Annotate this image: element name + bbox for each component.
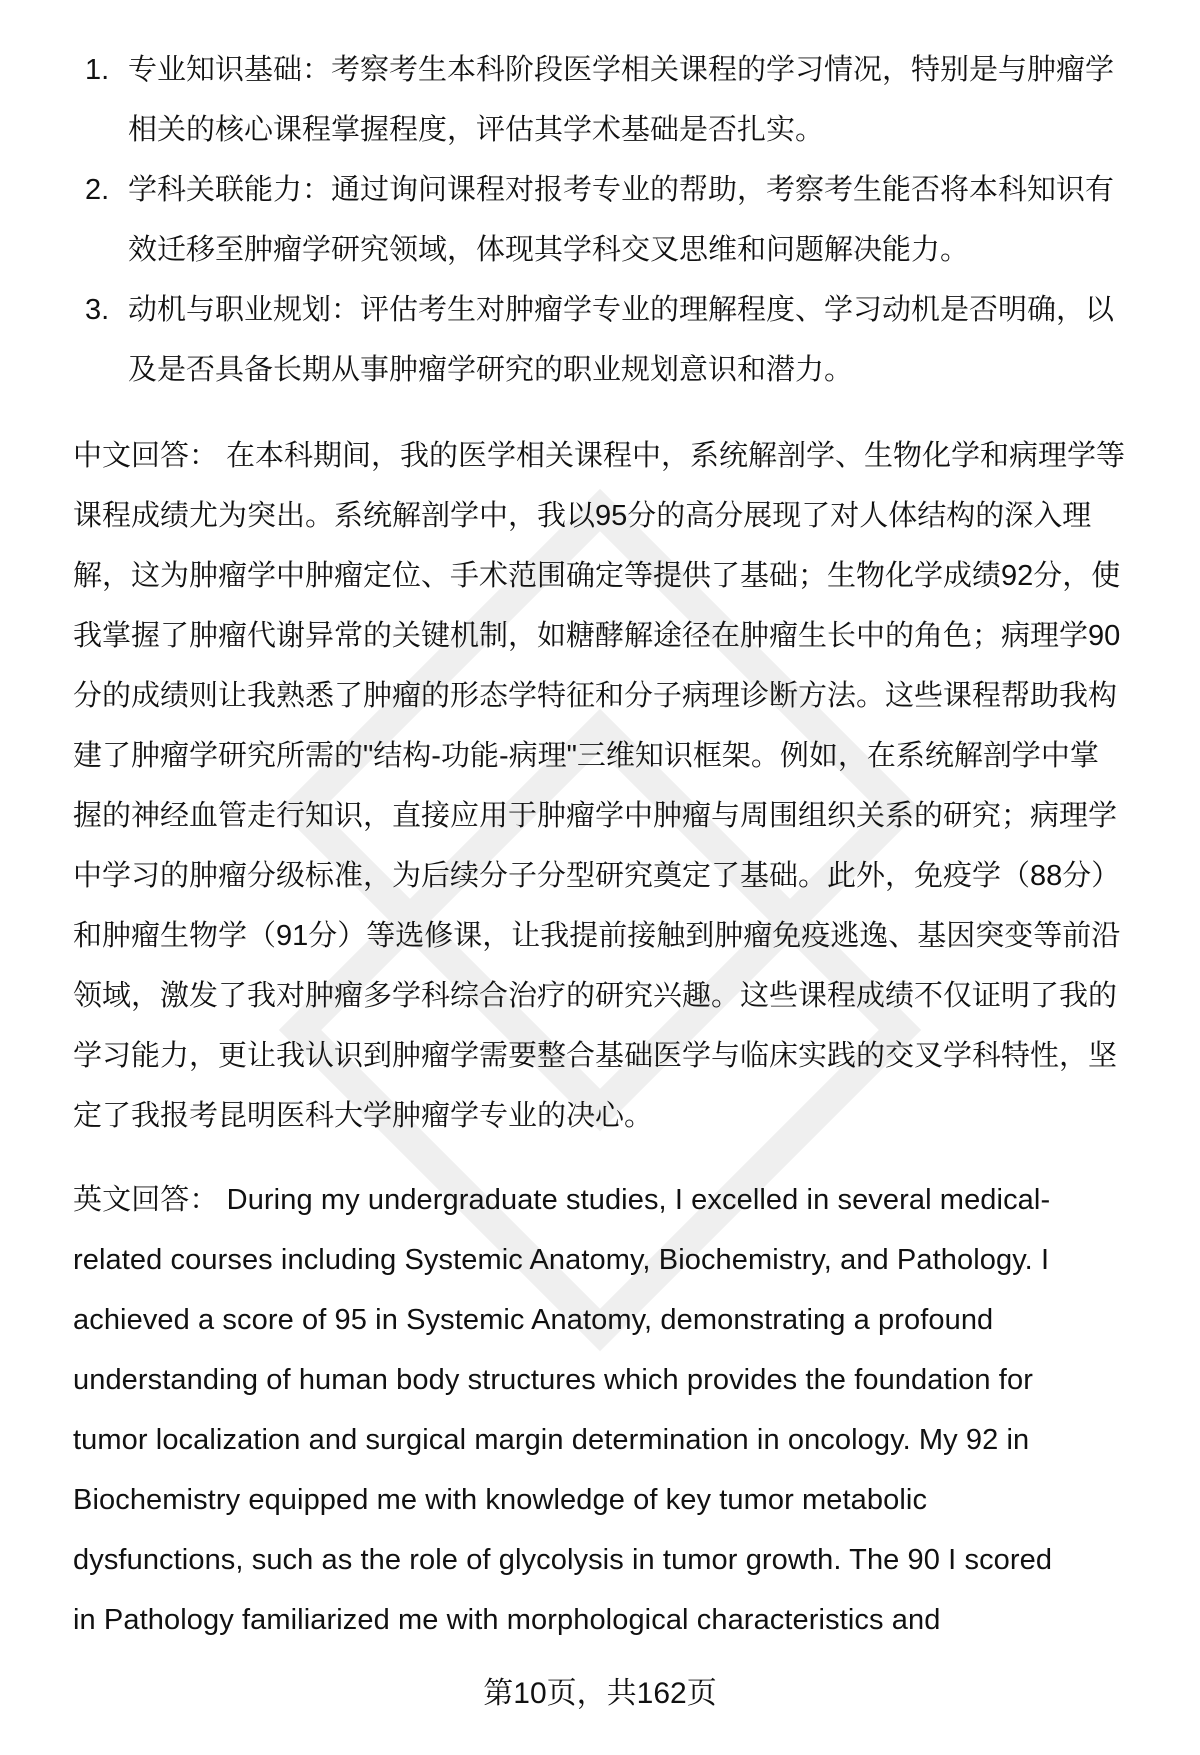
text-line: dysfunctions, such as the role of glycolysis in tumor growth. The 90 I scored <box>73 1544 1053 1576</box>
text-line: 学科关联能力：通过询问课程对报考专业的帮助，考察考生能否将本科知识有 <box>128 174 1115 206</box>
list-number: 3. <box>85 294 110 326</box>
english-answer <box>73 1170 1163 1650</box>
text-line: 建了肿瘤学研究所需的"结构-功能-病理"三维知识框架。例如，在系统解剖学中掌 <box>73 740 1099 772</box>
list-number: 2. <box>85 174 110 206</box>
text-line: 中文回答： 在本科期间，我的医学相关课程中，系统解剖学、生物化学和病理学等 <box>73 440 1126 472</box>
text-line: 解，这为肿瘤学中肿瘤定位、手术范围确定等提供了基础；生物化学成绩92分，使 <box>73 560 1121 592</box>
text-line: 英文回答： During my undergraduate studies, I excelled in several medical- <box>73 1184 1051 1216</box>
text-line: 专业知识基础：考察考生本科阶段医学相关课程的学习情况，特别是与肿瘤学 <box>128 54 1115 86</box>
text-line: tumor localization and surgical margin determination in oncology. My 92 in <box>73 1424 1030 1456</box>
text-line: 我掌握了肿瘤代谢异常的关键机制，如糖酵解途径在肿瘤生长中的角色；病理学90 <box>73 620 1121 652</box>
text-line: 和肿瘤生物学（91分）等选修课，让我提前接触到肿瘤免疫逃逸、基因突变等前沿 <box>73 920 1121 952</box>
text-line: 握的神经血管走行知识，直接应用于肿瘤学中肿瘤与周围组织关系的研究；病理学 <box>73 800 1118 832</box>
text-line: 分的成绩则让我熟悉了肿瘤的形态学特征和分子病理诊断方法。这些课程帮助我构 <box>73 680 1118 712</box>
list-number: 1. <box>85 54 110 86</box>
page-number: 第10页，共162页 <box>483 1677 717 1710</box>
text-line: understanding of human body structures which provides the foundation for <box>73 1364 1033 1396</box>
text-line: 效迁移至肿瘤学研究领域，体现其学科交叉思维和问题解决能力。 <box>128 234 970 266</box>
text-line: 定了我报考昆明医科大学肿瘤学专业的决心。 <box>73 1100 654 1132</box>
list-item <box>73 280 1163 400</box>
chinese-answer <box>73 426 1163 1146</box>
text-line: 动机与职业规划：评估考生对肿瘤学专业的理解程度、学习动机是否明确，以 <box>128 294 1115 326</box>
text-line: 学习能力，更让我认识到肿瘤学需要整合基础医学与临床实践的交叉学科特性，坚 <box>73 1040 1118 1072</box>
text-line: in Pathology familiarized me with morphological characteristics and <box>73 1604 941 1636</box>
text-line: Biochemistry equipped me with knowledge of key tumor metabolic <box>73 1484 928 1516</box>
text-line: 及是否具备长期从事肿瘤学研究的职业规划意识和潜力。 <box>128 354 854 386</box>
criteria-list <box>73 40 1163 400</box>
text-line: 相关的核心课程掌握程度，评估其学术基础是否扎实。 <box>128 114 825 146</box>
text-line: 课程成绩尤为突出。系统解剖学中，我以95分的高分展现了对人体结构的深入理 <box>73 500 1092 532</box>
text-line: 领域，激发了我对肿瘤多学科综合治疗的研究兴趣。这些课程成绩不仅证明了我的 <box>73 980 1118 1012</box>
list-item <box>73 160 1163 280</box>
text-line: 中学习的肿瘤分级标准，为后续分子分型研究奠定了基础。此外，免疫学（88分） <box>73 860 1121 892</box>
text-line: related courses including Systemic Anatomy, Biochemistry, and Pathology. I <box>73 1244 1050 1276</box>
list-item <box>73 40 1163 160</box>
text-line: achieved a score of 95 in Systemic Anatomy, demonstrating a profound <box>73 1304 994 1336</box>
